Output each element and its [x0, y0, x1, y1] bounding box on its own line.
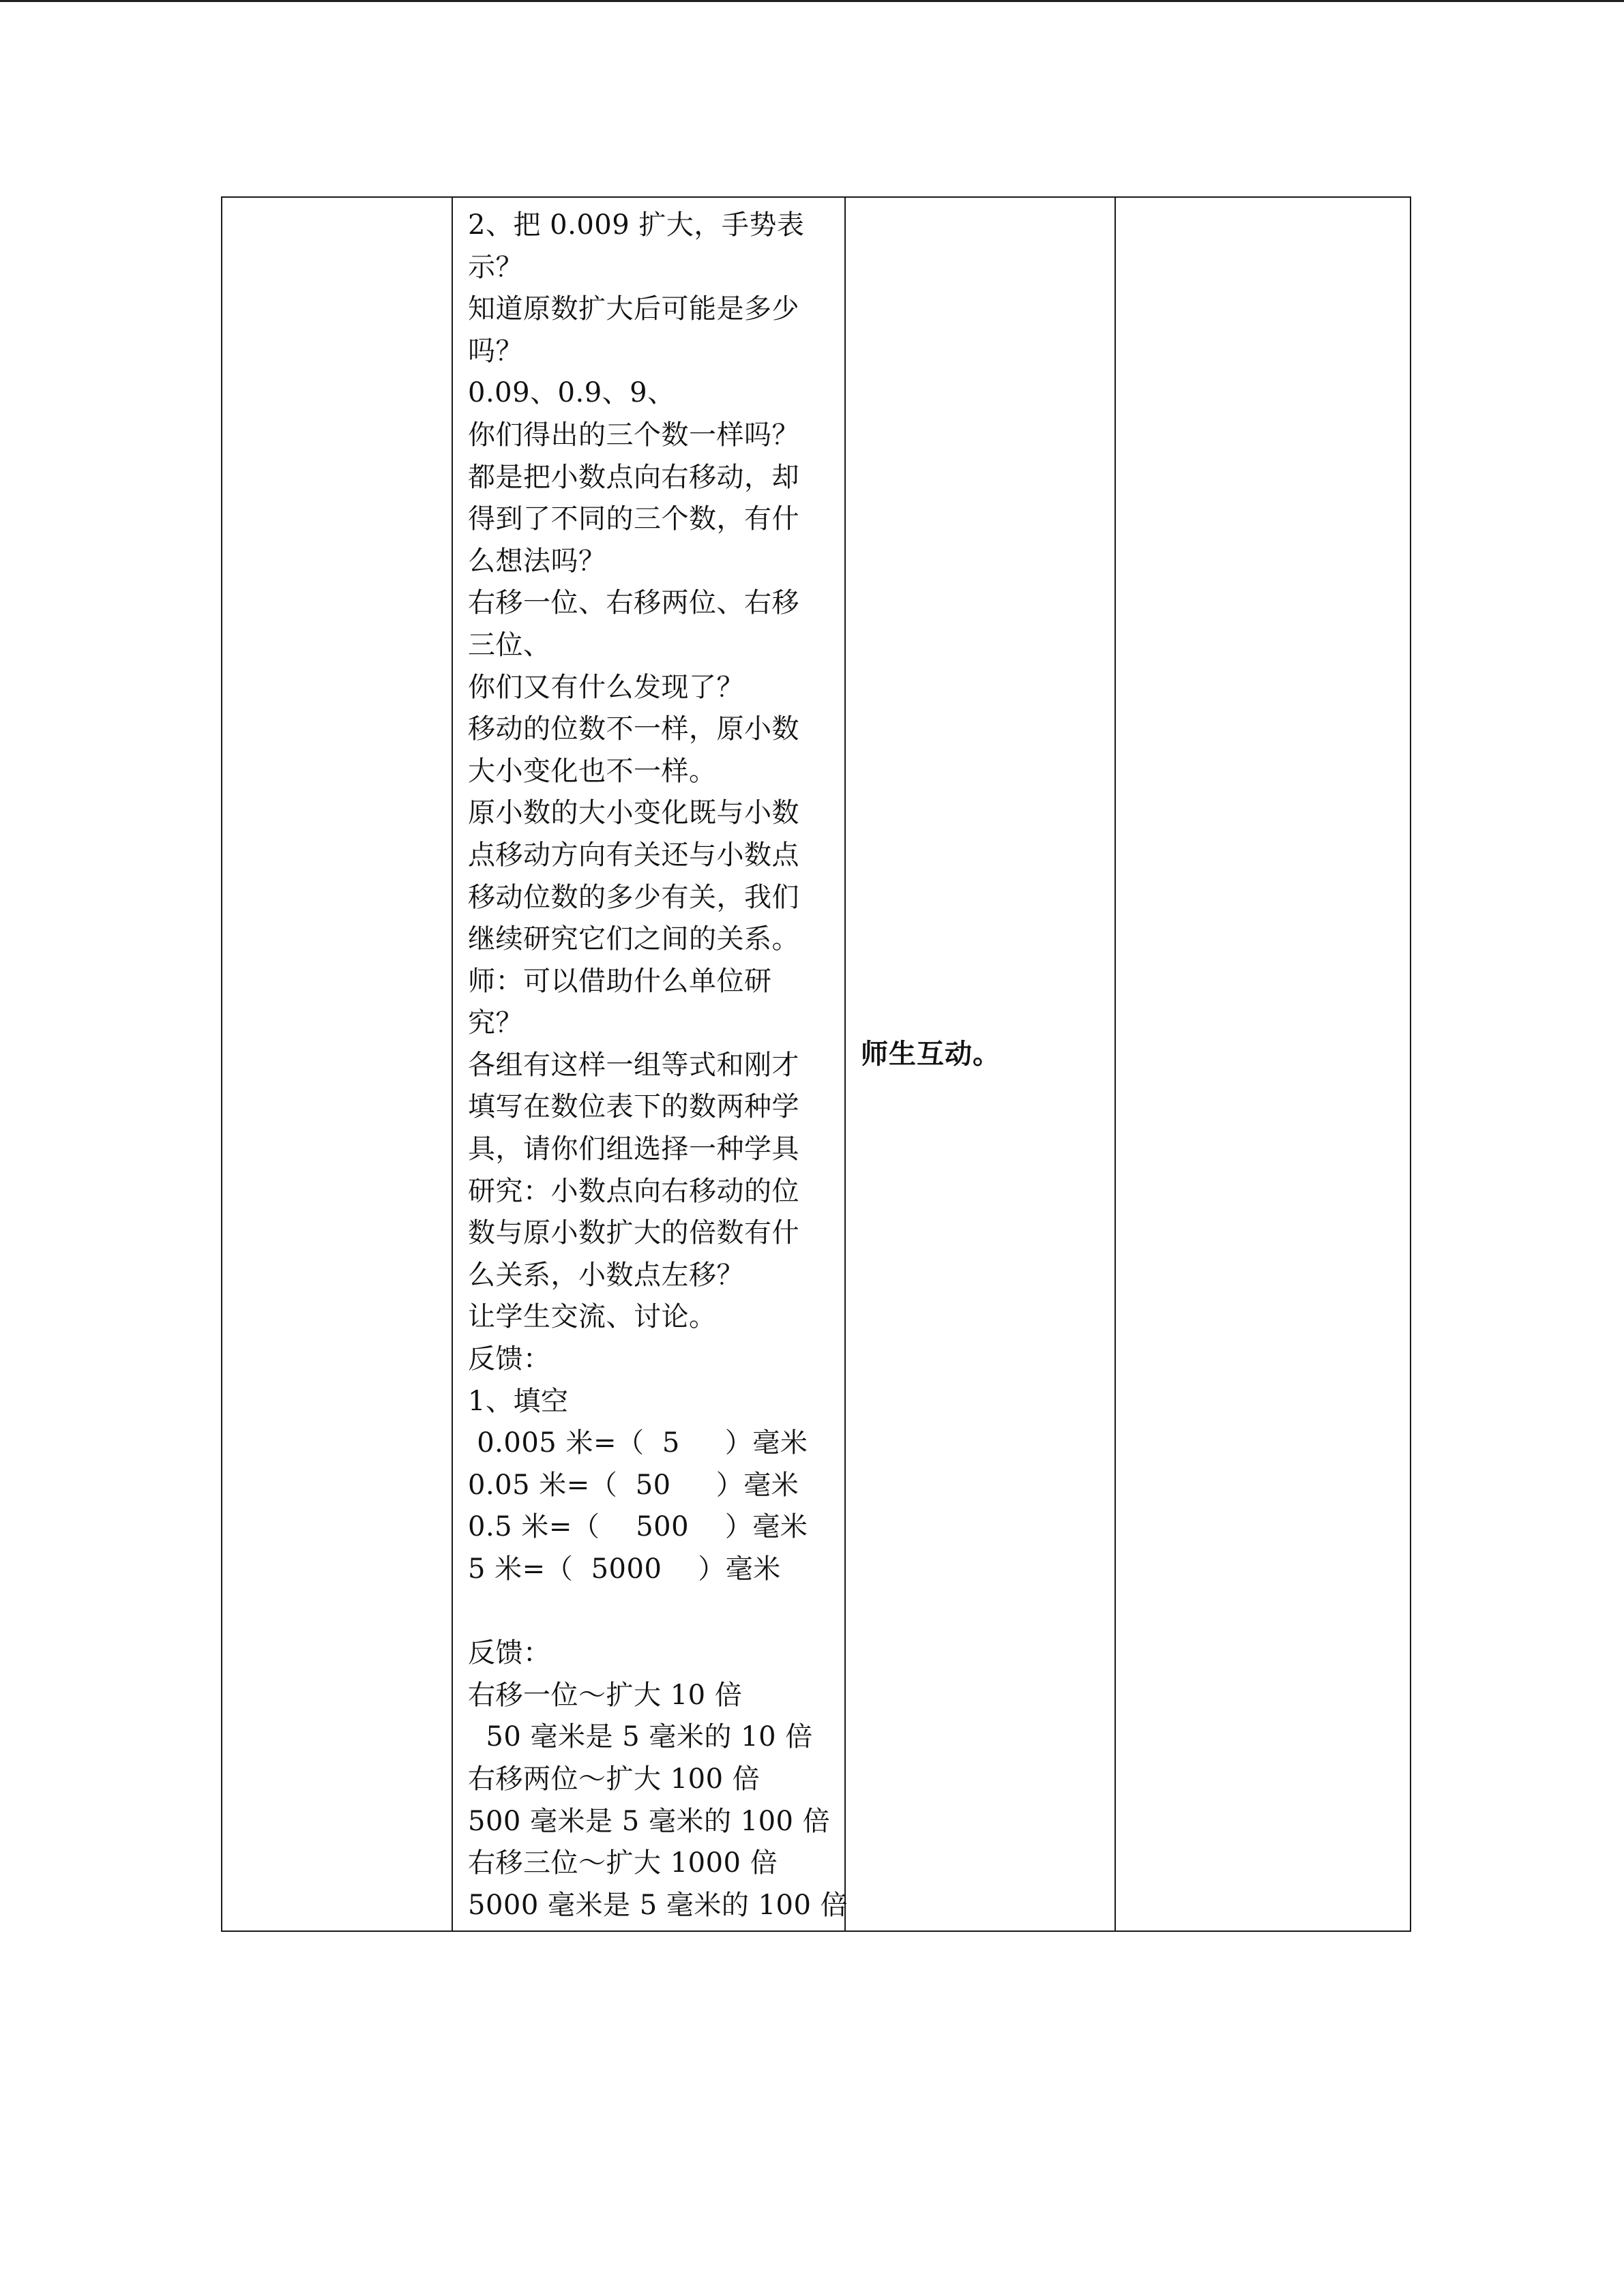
content-line: 移动的位数不一样，原小数 — [468, 713, 799, 745]
content-line: 移动位数的多少有关，我们 — [468, 881, 799, 913]
content-line: 都是把小数点向右移动，却 — [468, 461, 799, 493]
content-line: 5000 毫米是 5 毫米的 100 倍 — [468, 1889, 848, 1921]
content-line: 继续研究它们之间的关系。 — [468, 923, 799, 955]
content-line: 1、填空 — [468, 1385, 569, 1417]
content-line: 0.005 米=（ 5 ）毫米 — [468, 1427, 808, 1459]
content-line: 右移三位～扩大 1000 倍 — [468, 1847, 778, 1879]
content-line: 知道原数扩大后可能是多少 — [468, 293, 799, 325]
content-line: 反馈： — [468, 1343, 551, 1375]
content-line: 三位、 — [468, 629, 551, 661]
content-line: 么关系，小数点左移？ — [468, 1259, 744, 1291]
content-line: 让学生交流、讨论。 — [468, 1301, 717, 1333]
content-line: 你们得出的三个数一样吗？ — [468, 419, 799, 451]
content-line: 得到了不同的三个数，有什 — [468, 503, 799, 535]
content-line: 500 毫米是 5 毫米的 100 倍 — [468, 1805, 831, 1837]
content-line: 么想法吗？ — [468, 545, 606, 577]
lesson-plan-table — [221, 196, 1411, 1932]
content-line: 究？ — [468, 1007, 523, 1039]
content-line: 2、把 0.009 扩大，手势表 — [468, 209, 805, 241]
content-line: 填写在数位表下的数两种学 — [468, 1091, 799, 1123]
content-line: 吗？ — [468, 335, 523, 367]
content-line: 各组有这样一组等式和刚才 — [468, 1049, 799, 1081]
table-row — [222, 197, 1411, 1931]
content-line: 示？ — [468, 251, 523, 283]
empty-cell-left — [222, 197, 452, 1931]
empty-cell-right — [1115, 197, 1411, 1931]
content-line: 0.5 米=（ 500 ）毫米 — [468, 1511, 808, 1543]
content-line: 数与原小数扩大的倍数有什 — [468, 1217, 799, 1249]
content-line: 右移一位、右移两位、右移 — [468, 587, 799, 619]
teaching-content-text — [453, 198, 848, 1926]
content-line: 右移一位～扩大 10 倍 — [468, 1679, 743, 1711]
content-line: 5 米=（ 5000 ）毫米 — [468, 1553, 781, 1585]
content-line: 大小变化也不一样。 — [468, 755, 717, 787]
content-line: 研究：小数点向右移动的位 — [468, 1175, 799, 1207]
teaching-content-cell — [452, 197, 848, 1931]
content-line: 点移动方向有关还与小数点 — [468, 839, 799, 871]
content-line: 反馈： — [468, 1637, 551, 1669]
activity-cell — [845, 197, 1115, 1931]
content-line: 师：可以借助什么单位研 — [468, 965, 772, 997]
content-line: 0.05 米=（ 50 ）毫米 — [468, 1469, 799, 1501]
page-top-border — [0, 0, 1624, 2]
content-line: 右移两位～扩大 100 倍 — [468, 1763, 761, 1795]
activity-text: 师生互动。 — [861, 1039, 1001, 1070]
content-line: 原小数的大小变化既与小数 — [468, 797, 799, 829]
content-line: 具，请你们组选择一种学具 — [468, 1133, 799, 1165]
content-line: 50 毫米是 5 毫米的 10 倍 — [468, 1721, 813, 1753]
content-line — [468, 1591, 829, 1633]
content-line: 0.09、0.9、9、 — [468, 377, 675, 409]
content-line: 你们又有什么发现了？ — [468, 671, 744, 703]
